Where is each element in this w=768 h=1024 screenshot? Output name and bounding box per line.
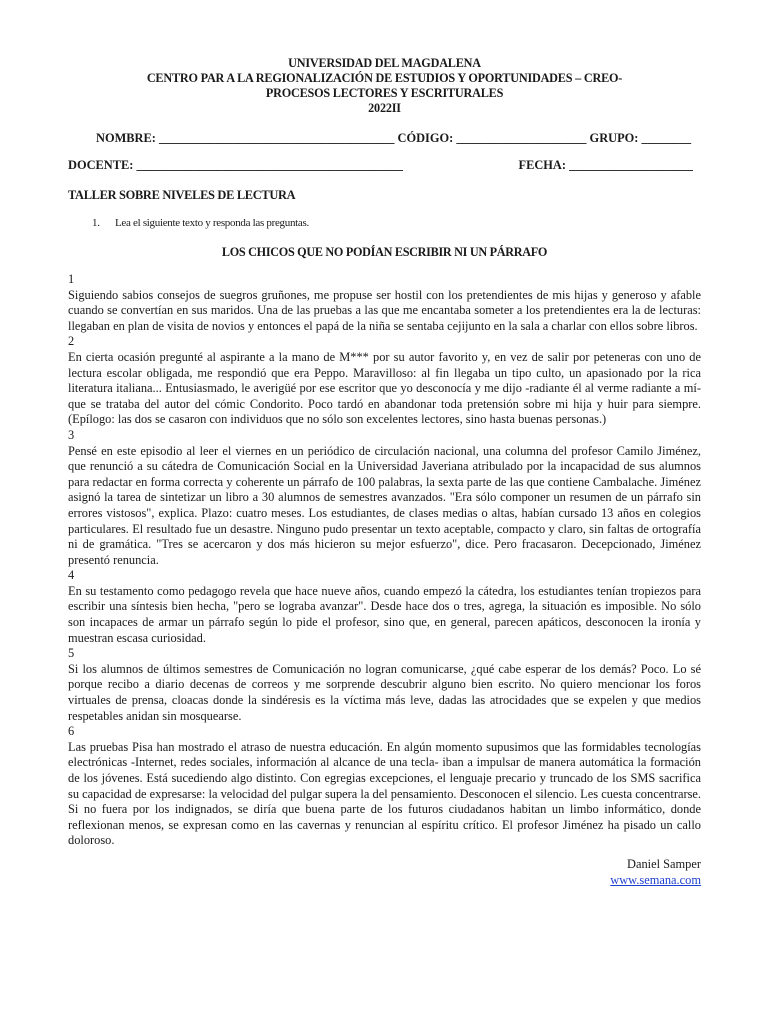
signature-block [68, 857, 701, 888]
workshop-title: TALLER SOBRE NIVELES DE LECTURA [68, 188, 296, 202]
paragraph-text: Las pruebas Pisa han mostrado el atraso de nuestra educación. En algún momento supusimos que las formidables tecnologías electrónicas -Internet, redes sociales, información al alcance de una tecla- iban a impulsar de manera automática la formación de los jóvenes. Está sucediendo algo distinto. Con egregias excepciones, el lenguaje precario y truncado de los SMS sacrifica su capacidad de expresarse: la velocidad del pulgar supera la del pensamiento. Desconocen el silencio. Les cuesta concentrarse. Si no fuera por los indignados, se diría que buena parte de los futuros ciudadanos habitan un limbo informático, donde reflexionan menos, se expresan como en las cavernas y renuncian al espíritu crítico. El profesor Jiménez ha pisado un callo doloroso. [68, 739, 701, 848]
fecha-field[interactable]: FECHA: ____________________ [518, 158, 693, 172]
center-name: CENTRO PAR A LA REGIONALIZACIÓN DE ESTUDIOS Y OPORTUNIDADES – CREO- [146, 71, 623, 85]
paragraph-text: En su testamento como pedagogo revela que hace nueve años, cuando empezó la cátedra, los estudiantes tenían tropiezos para escribir una síntesis bien hecha, "pero se lograba avanzar". Desde hace dos o tres, agrega, la situación es imposible. No sólo son incapaces de armar un párrafo según lo pide el profesor, sino que, en general, parecen apáticos, desconocen la ironía y muestran escasa curiosidad. [68, 583, 701, 645]
program-name: PROCESOS LECTORES Y ESCRITURALES [265, 86, 504, 100]
paragraph-text: Si los alumnos de últimos semestres de Comunicación no logran comunicarse, ¿qué cabe esperar de los demás? Poco. Lo sé porque recibo a diario decenas de correos y me sorprende descubrir alguno bien escrito. No quiero mencionar los foros virtuales de prensa, cloacas donde la sindéresis es la víctima más leve, dadas las atrocidades que se expelen y que medios respetables anidan sin mosquearse. [68, 661, 701, 723]
academic-term: 2022II [368, 101, 401, 115]
instruction-text: Lea el siguiente texto y responda las preguntas. [115, 217, 309, 229]
paragraph-text: En cierta ocasión pregunté al aspirante a la mano de M*** por su autor favorito y, en vez de salir por peteneras con uno de lectura escolar obligada, me respondió que era Peppo. Maravilloso: al fin llegaba un tipo culto, un apasionado por la rica literatura italiana... Entusiasmado, le averigüé por ese escritor que yo desconocía y me dijo -radiante él al verme radiante a mí- que se trataba del autor del cómic Condorito. Poco tardó en abandonar toda pretensión sobre mi hija y huir para siempre. (Epílogo: las dos se casaron con individuos que no sólo son excelentes lectores, sino hasta buenas personas.) [68, 349, 701, 427]
paragraph-text: Pensé en este episodio al leer el viernes en un periódico de circulación nacional, una columna del profesor Camilo Jiménez, que renunció a su cátedra de Comunicación Social en la Universidad Javeriana atribulado por la incapacidad de sus alumnos para redactar en forma correcta y coherente un párrafo de 100 palabras, la sexta parte de las que contiene Cambalache. Jiménez asignó la tarea de sintetizar un libro a 30 alumnos de semestres avanzados. "Era sólo componer un resumen de un párrafo sin errores vistosos", explica. Plazo: cuatro meses. Los estudiantes, de clases medias o altas, habían cursado 13 años en colegios particulares. El resultado fue un desastre. Ninguno pudo presentar un texto aceptable, compacto y claro, sin faltas de ortografía ni de gramática. "Tres se acercaron y dos más hicieron su mejor esfuerzo", dice. Pero fracasaron. Decepcionado, Jiménez presentó renuncia. [68, 443, 701, 567]
paragraph-number: 3 [68, 427, 75, 442]
paragraph-number: 4 [68, 568, 75, 583]
instruction-number: 1. [92, 217, 100, 229]
paragraph-text: Siguiendo sabios consejos de suegros gruñones, me propuse ser hostil con los pretendientes de mis hijas y generoso y afable cuando se convertían en sus maridos. Una de las pruebas a las que me encantaba someter a los pretendientes era la de lecturas: llegaban en plan de visita de novios y entonces el papá de la niña se sentaba cejijunto en la sala a charlar con ellos sobre libros. [68, 287, 701, 333]
docente-field[interactable]: DOCENTE: ___________________________________________ [68, 158, 403, 172]
university-name: UNIVERSIDAD DEL MAGDALENA [288, 56, 481, 70]
paragraph-number: 2 [68, 334, 75, 349]
nombre-codigo-grupo-line[interactable]: NOMBRE: ______________________________________ CÓDIGO: _____________________ GRUPO: ________ [96, 131, 692, 145]
author-name: Daniel Samper [627, 856, 701, 871]
paragraph-number: 1 [68, 272, 75, 286]
student-fields [68, 131, 701, 173]
article-body [68, 272, 701, 849]
article-title: LOS CHICOS QUE NO PODÍAN ESCRIBIR NI UN PÁRRAFO [221, 245, 548, 259]
source-link[interactable]: www.semana.com [610, 872, 701, 887]
document-header [68, 56, 701, 116]
paragraph-number: 6 [68, 724, 75, 739]
instruction-item [68, 217, 701, 229]
docente-fecha-line [68, 158, 701, 173]
paragraph-number: 5 [68, 646, 75, 661]
